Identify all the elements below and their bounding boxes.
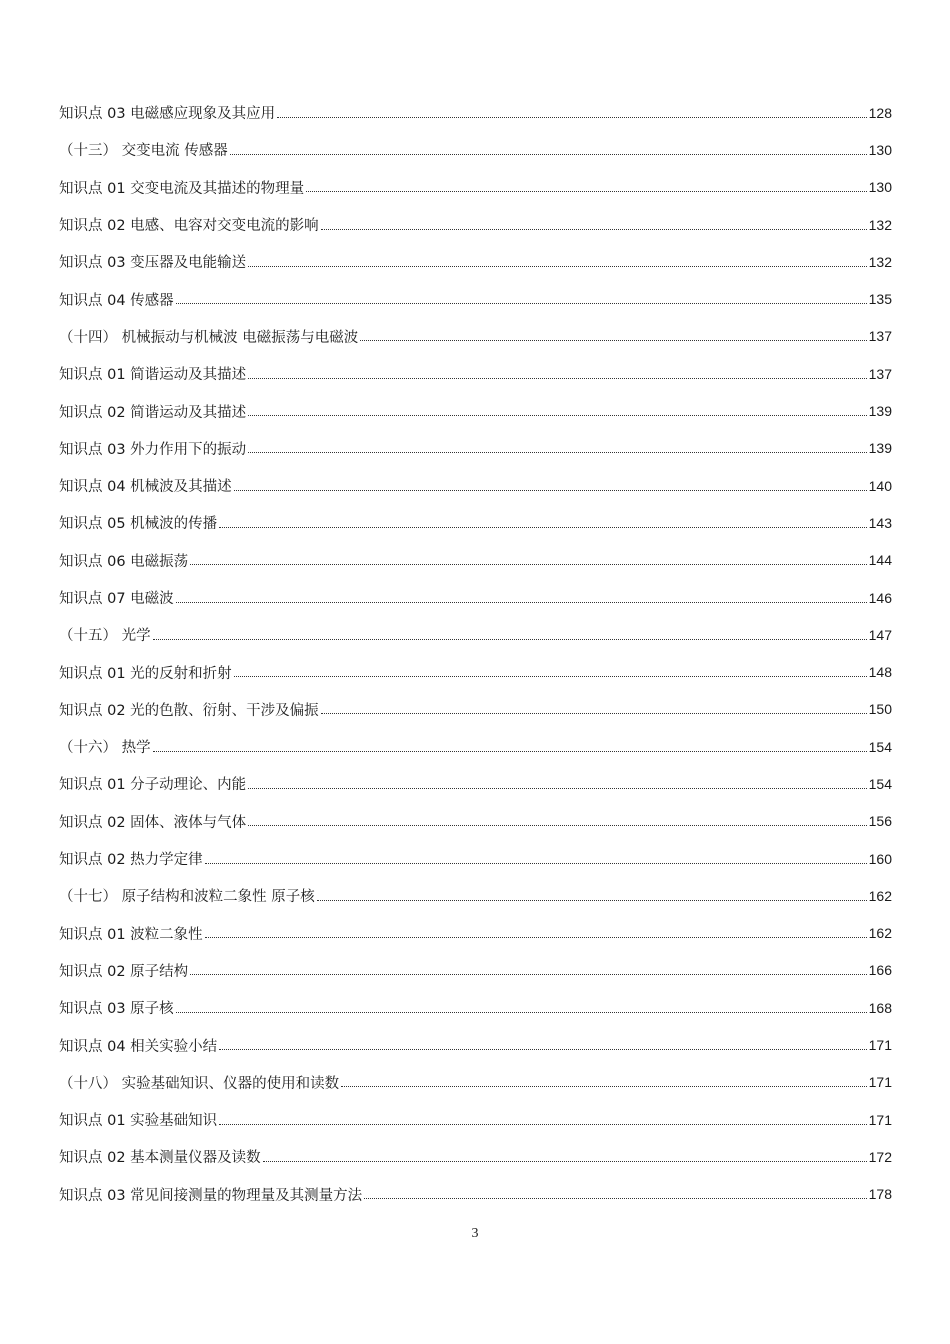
toc-entry-label: 知识点 02 固体、液体与气体 xyxy=(59,814,247,831)
toc-entry-page: 144 xyxy=(868,552,892,569)
toc-entry-page: 154 xyxy=(868,775,892,792)
toc-entry[interactable] xyxy=(59,803,892,840)
toc-entry[interactable] xyxy=(59,355,892,392)
toc-entry-label: 知识点 01 波粒二象性 xyxy=(59,926,203,943)
toc-entry[interactable] xyxy=(59,206,892,243)
toc-entry-label: 知识点 01 光的反射和折射 xyxy=(59,665,232,682)
toc-entry[interactable] xyxy=(59,691,892,728)
toc-entry[interactable] xyxy=(59,392,892,429)
toc-entry[interactable] xyxy=(59,653,892,690)
toc-entry-label: 知识点 02 简谐运动及其描述 xyxy=(59,404,247,421)
toc-entry-page: 162 xyxy=(868,887,892,904)
dot-leader xyxy=(248,415,866,416)
toc-entry-page: 135 xyxy=(868,291,892,308)
toc-entry-page: 139 xyxy=(868,440,892,457)
toc-entry-page: 148 xyxy=(868,664,892,681)
dot-leader xyxy=(364,1198,866,1199)
dot-leader xyxy=(234,490,867,491)
dot-leader xyxy=(248,452,866,453)
dot-leader xyxy=(190,974,866,975)
dot-leader xyxy=(248,788,866,789)
toc-entry[interactable] xyxy=(59,765,892,802)
toc-entry-label: 知识点 03 常见间接测量的物理量及其测量方法 xyxy=(59,1187,363,1204)
dot-leader xyxy=(230,154,867,155)
dot-leader xyxy=(263,1161,867,1162)
toc-entry-label: 知识点 02 热力学定律 xyxy=(59,852,203,869)
dot-leader xyxy=(306,191,866,192)
dot-leader xyxy=(341,1086,867,1087)
dot-leader xyxy=(317,900,867,901)
dot-leader xyxy=(153,751,867,752)
dot-leader xyxy=(248,378,866,379)
toc-entry[interactable] xyxy=(59,952,892,989)
toc-entry[interactable] xyxy=(59,94,892,131)
toc-entry-page: 154 xyxy=(868,738,892,755)
toc-entry-page: 139 xyxy=(868,403,892,420)
toc-entry[interactable] xyxy=(59,1064,892,1101)
dot-leader xyxy=(360,340,866,341)
toc-entry-page: 150 xyxy=(868,701,892,718)
toc-entry[interactable] xyxy=(59,616,892,653)
toc-entry-page: 147 xyxy=(868,626,892,643)
dot-leader xyxy=(321,713,867,714)
toc-entry-page: 162 xyxy=(868,925,892,942)
toc-entry[interactable] xyxy=(59,877,892,914)
dot-leader xyxy=(219,1049,866,1050)
dot-leader xyxy=(153,639,867,640)
toc-entry-page: 140 xyxy=(868,477,892,494)
dot-leader xyxy=(176,303,867,304)
toc-entry-label: 知识点 01 分子动理论、内能 xyxy=(59,777,247,794)
dot-leader xyxy=(321,229,867,230)
toc-entry-label: 知识点 02 光的色散、衍射、干涉及偏振 xyxy=(59,702,319,719)
toc-entry-label: 知识点 01 交变电流及其描述的物理量 xyxy=(59,180,305,197)
toc-entry-page: 172 xyxy=(868,1148,892,1165)
toc-entry-page: 146 xyxy=(868,589,892,606)
toc-entry[interactable] xyxy=(59,1101,892,1138)
toc-entry-page: 137 xyxy=(868,328,892,345)
toc-entry[interactable] xyxy=(59,318,892,355)
toc-entry[interactable] xyxy=(59,542,892,579)
toc-entry[interactable] xyxy=(59,243,892,280)
dot-leader xyxy=(190,564,866,565)
dot-leader xyxy=(219,1124,866,1125)
dot-leader xyxy=(176,602,867,603)
toc-entry[interactable] xyxy=(59,840,892,877)
toc-entry[interactable] xyxy=(59,579,892,616)
toc-entry-page: 168 xyxy=(868,999,892,1016)
toc-entry[interactable] xyxy=(59,989,892,1026)
toc-entry-label: （十三） 交变电流 传感器 xyxy=(59,143,228,160)
toc-entry[interactable] xyxy=(59,915,892,952)
dot-leader xyxy=(176,1012,867,1013)
toc-entry[interactable] xyxy=(59,1176,892,1213)
toc-entry-label: 知识点 03 原子核 xyxy=(59,1001,174,1018)
toc-entry-page: 128 xyxy=(868,104,892,121)
toc-entry[interactable] xyxy=(59,728,892,765)
toc-entry-label: （十五） 光学 xyxy=(59,628,151,645)
toc-entry[interactable] xyxy=(59,504,892,541)
toc-entry-label: （十八） 实验基础知识、仪器的使用和读数 xyxy=(59,1075,340,1092)
dot-leader xyxy=(248,266,866,267)
toc-entry-label: 知识点 02 基本测量仪器及读数 xyxy=(59,1150,261,1167)
toc-entry-page: 178 xyxy=(868,1186,892,1203)
dot-leader xyxy=(248,825,866,826)
toc-entry-label: 知识点 02 电感、电容对交变电流的影响 xyxy=(59,218,319,235)
dot-leader xyxy=(205,937,867,938)
toc-entry-label: 知识点 04 相关实验小结 xyxy=(59,1038,218,1055)
toc-entry-label: （十四） 机械振动与机械波 电磁振荡与电磁波 xyxy=(59,329,359,346)
toc-entry[interactable] xyxy=(59,169,892,206)
page-number: 3 xyxy=(471,1226,479,1241)
toc-entry-label: 知识点 05 机械波的传播 xyxy=(59,516,218,533)
toc-entry-page: 132 xyxy=(868,216,892,233)
toc-entry-page: 137 xyxy=(868,365,892,382)
toc-entry-page: 130 xyxy=(868,179,892,196)
toc-entry[interactable] xyxy=(59,467,892,504)
toc-entry[interactable] xyxy=(59,1026,892,1063)
toc-entry-page: 143 xyxy=(868,514,892,531)
toc-entry[interactable] xyxy=(59,131,892,168)
toc-entry-page: 166 xyxy=(868,962,892,979)
toc-entry-label: 知识点 03 外力作用下的振动 xyxy=(59,441,247,458)
toc-entry[interactable] xyxy=(59,280,892,317)
dot-leader xyxy=(205,863,867,864)
toc-entry-page: 171 xyxy=(868,1074,892,1091)
toc-entry-label: 知识点 07 电磁波 xyxy=(59,591,174,607)
dot-leader xyxy=(277,117,866,118)
toc-entry-label: 知识点 04 传感器 xyxy=(59,292,174,309)
toc-entry-page: 156 xyxy=(868,813,892,830)
toc-entry[interactable] xyxy=(59,430,892,467)
dot-leader xyxy=(219,527,866,528)
toc-entry-label: 知识点 03 电磁感应现象及其应用 xyxy=(59,106,276,123)
toc-entry-page: 171 xyxy=(868,1037,892,1054)
toc-entry[interactable] xyxy=(59,1138,892,1175)
toc-entry-label: 知识点 06 电磁振荡 xyxy=(59,553,189,570)
toc-entry-page: 171 xyxy=(868,1111,892,1128)
toc-entry-label: （十七） 原子结构和波粒二象性 原子核 xyxy=(59,889,315,906)
toc-entry-page: 130 xyxy=(868,141,892,158)
toc-entry-label: 知识点 01 实验基础知识 xyxy=(59,1113,218,1130)
toc-entry-page: 132 xyxy=(868,253,892,270)
toc-entry-label: 知识点 01 简谐运动及其描述 xyxy=(59,367,247,384)
toc-entry-label: 知识点 02 原子结构 xyxy=(59,963,189,980)
toc-entry-label: 知识点 03 变压器及电能输送 xyxy=(59,255,247,272)
toc-entry-label: 知识点 04 机械波及其描述 xyxy=(59,479,232,496)
toc-entry-page: 160 xyxy=(868,850,892,867)
dot-leader xyxy=(234,676,867,677)
toc-entry-label: （十六） 热学 xyxy=(59,740,151,757)
table-of-contents xyxy=(59,94,892,1213)
